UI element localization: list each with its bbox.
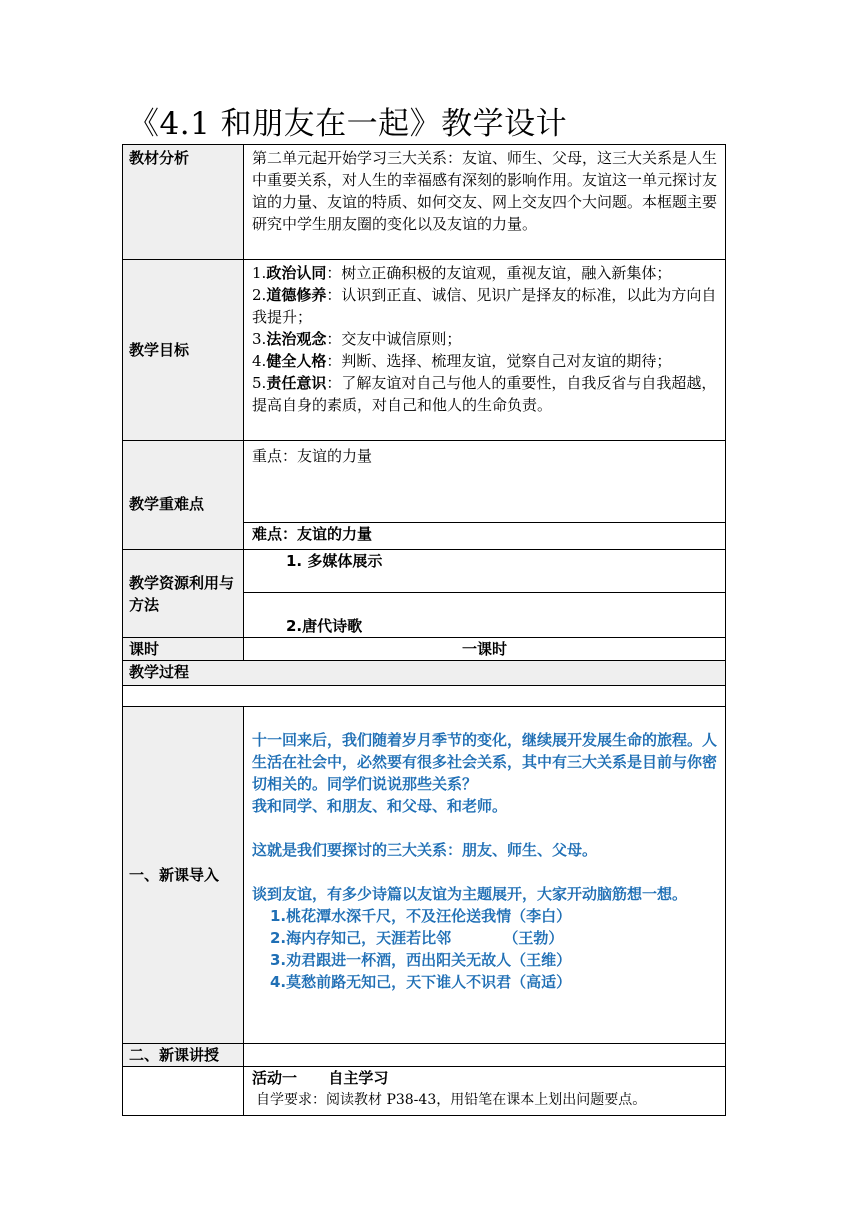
objective-num: 1. [252, 264, 267, 282]
objective-body: ：认识到正直、诚信、见识广是择友的标准，以此为方向自我提升； [252, 286, 717, 326]
activity-requirement: 自学要求：阅读教材 P38-43，用铅笔在课本上划出问题要点。 [256, 1092, 647, 1108]
material-analysis-text: 第二单元起开始学习三大关系：友谊、师生、父母，这三大关系是人生中重要关系，对人生的幸福感有深刻的影响作用。友谊这一单元探讨友谊的力量、友谊的特质、如何交友、网上交友四个大问题。本框题主要研究中学生朋友圈的变化以及友谊的力量。 [244, 145, 726, 260]
objective-item [252, 262, 719, 284]
objective-item [252, 328, 719, 350]
blank-row [123, 686, 726, 707]
row-process [123, 661, 726, 686]
objective-num: 3. [252, 330, 267, 348]
resource-item-2: 2.唐代诗歌 [244, 593, 726, 638]
row-objectives [123, 260, 726, 441]
objective-head: 法治观念 [266, 330, 327, 348]
hours-value: 一课时 [244, 638, 726, 661]
objectives-list [244, 260, 726, 441]
label-intro: 一、新课导入 [123, 707, 244, 1044]
label-resources: 教学资源利用与方法 [123, 550, 244, 638]
intro-content [244, 707, 726, 1044]
row-key-points [123, 441, 726, 523]
objective-body: ：判断、选择、梳理友谊，觉察自己对友谊的期待； [326, 352, 672, 370]
difficulty-text: 难点：友谊的力量 [244, 522, 726, 549]
poem-line: 4.莫愁前路无知己，天下谁人不识君（高适） [270, 973, 572, 991]
intro-poem-prompt: 谈到友谊，有多少诗篇以友谊为主题展开，大家开动脑筋想一想。 [252, 885, 688, 903]
row-hours [123, 638, 726, 661]
label-material-analysis: 教材分析 [123, 145, 244, 260]
poem-line: 2.海内存知己，天涯若比邻 （王勃） [270, 929, 564, 947]
row-material-analysis [123, 145, 726, 260]
key-point-text: 重点：友谊的力量 [244, 441, 726, 523]
objective-body: ：了解友谊对自己与他人的重要性，自我反省与自我超越，提高自身的素质，对自己和他人的生命负责。 [252, 374, 717, 414]
objective-num: 4. [252, 352, 267, 370]
resource-item-1: 1. 多媒体展示 [244, 550, 726, 593]
row-activity [123, 1067, 726, 1116]
intro-answer: 我和同学、和朋友、和父母、和老师。 [252, 797, 508, 815]
objective-head: 责任意识 [266, 374, 327, 392]
objective-body: ：交友中诚信原则； [326, 330, 462, 348]
objective-item [252, 372, 719, 416]
activity-blank-label [123, 1067, 244, 1116]
poem-line: 3.劝君跟进一杯酒，西出阳关无故人（王维） [270, 951, 572, 969]
label-hours: 课时 [123, 638, 244, 661]
objective-num: 5. [252, 374, 267, 392]
objective-head: 健全人格 [266, 352, 327, 370]
objective-item [252, 284, 719, 328]
objective-head: 道德修养 [266, 286, 327, 304]
row-blank [123, 686, 726, 707]
objective-body: ：树立正确积极的友谊观，重视友谊，融入新集体； [326, 264, 672, 282]
label-new-lesson: 二、新课讲授 [123, 1044, 244, 1067]
new-lesson-blank [244, 1044, 726, 1067]
label-objectives: 教学目标 [123, 260, 244, 441]
objective-num: 2. [252, 286, 267, 304]
label-process: 教学过程 [123, 661, 726, 686]
lesson-plan-table [122, 144, 726, 1116]
objective-head: 政治认同 [266, 264, 327, 282]
activity-content [244, 1067, 726, 1116]
intro-paragraph: 十一回来后，我们随着岁月季节的变化，继续展开发展生命的旅程。人生活在社会中，必然要有很多社会关系，其中有三大关系是目前与你密切相关的。同学们说说那些关系？ [252, 731, 718, 793]
intro-three-relations: 这就是我们要探讨的三大关系：朋友、师生、父母。 [252, 841, 598, 859]
activity-title: 活动一 自主学习 [252, 1069, 389, 1087]
row-new-lesson [123, 1044, 726, 1067]
page-title: 《4.1 和朋友在一起》教学设计 [128, 106, 568, 142]
poem-line: 1.桃花潭水深千尺，不及汪伦送我情（李白） [270, 907, 572, 925]
label-key-points: 教学重难点 [123, 441, 244, 550]
row-resources [123, 550, 726, 593]
objective-item [252, 350, 719, 372]
row-intro [123, 707, 726, 1044]
